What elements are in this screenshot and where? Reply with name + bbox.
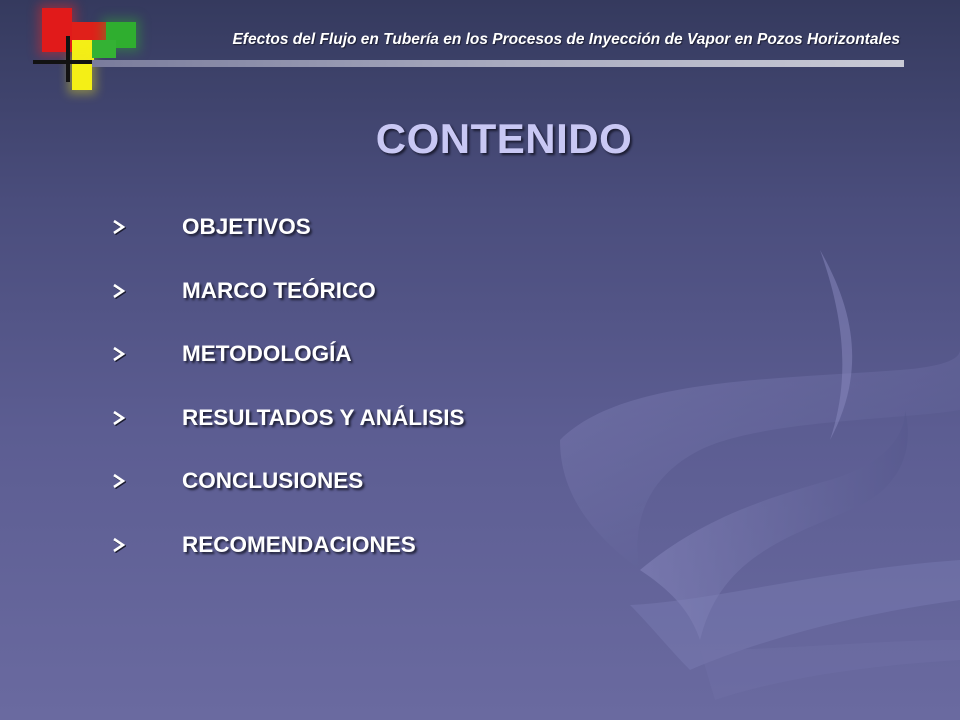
content-list (112, 214, 465, 596)
arrow-bullet-icon (112, 532, 182, 558)
list-item-label: OBJETIVOS (182, 214, 311, 239)
list-item-metodologia[interactable] (112, 341, 465, 405)
list-item-marco-teorico[interactable] (112, 278, 465, 342)
header-title: Efectos del Flujo en Tubería en los Procesos de Inyección de Vapor en Pozos Horizontales (232, 31, 900, 48)
list-item-label: CONCLUSIONES (182, 468, 364, 494)
arrow-bullet-icon (112, 405, 182, 431)
arrow-bullet-icon (112, 214, 182, 240)
arrow-bullet-icon (112, 278, 182, 304)
list-item-resultados[interactable] (112, 405, 465, 469)
arrow-bullet-icon (112, 468, 182, 494)
list-item-conclusiones[interactable] (112, 468, 465, 532)
slide-title: CONTENIDO (375, 115, 633, 162)
list-item-objetivos[interactable] (112, 214, 465, 278)
list-item-label: RESULTADOS Y ANÁLISIS (182, 404, 465, 430)
list-item-label: MARCO TEÓRICO (182, 277, 376, 303)
list-item-label: METODOLOGÍA (182, 341, 352, 367)
list-item-label: RECOMENDACIONES (182, 531, 416, 557)
header-rule (92, 60, 904, 67)
list-item-recomendaciones[interactable] (112, 532, 465, 596)
logo (30, 0, 140, 95)
arrow-bullet-icon (112, 341, 182, 367)
